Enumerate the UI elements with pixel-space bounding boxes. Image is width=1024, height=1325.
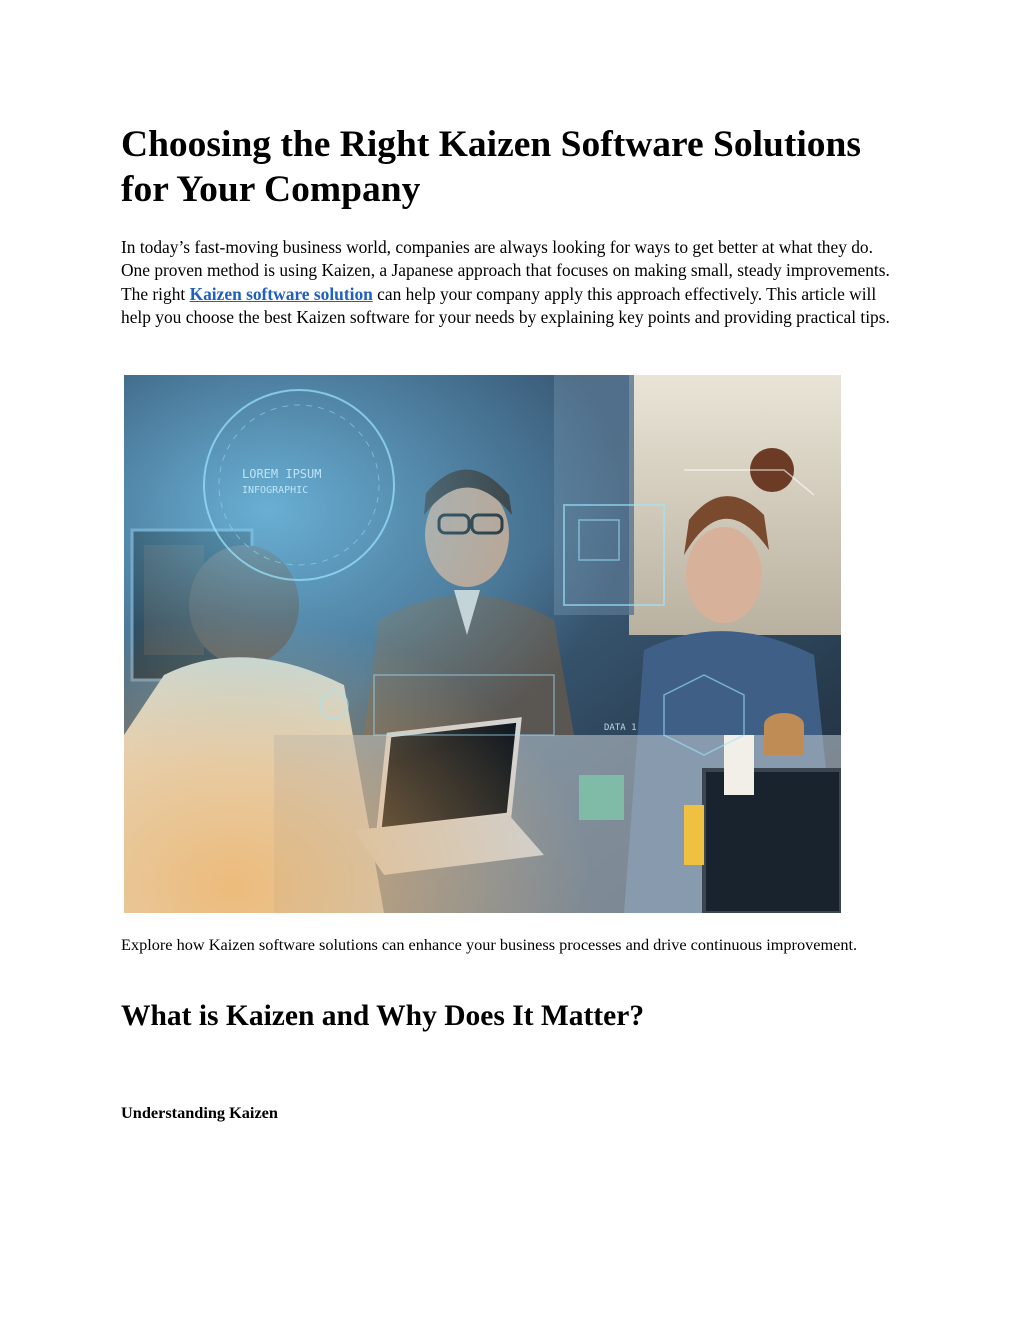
intro-paragraph [121,236,896,329]
section-heading: What is Kaizen and Why Does It Matter? [121,1000,645,1032]
image-caption: Explore how Kaizen software solutions can enhance your business processes and drive continuous improvement. [121,935,858,954]
overlay-text-3: DATA 1 [604,723,637,733]
kaizen-software-link[interactable]: Kaizen software solution [189,283,373,304]
intro-text-before-link: In today’s fast-moving business world, companies are always looking for ways to get better at what they do. One proven method is using Kaizen, a Japanese approach that focuses on making small, steady improvements. The right [121,237,890,304]
overlay-text-1: LOREM IPSUM [242,467,322,481]
subheading: Understanding Kaizen [121,1103,278,1122]
intro-text-after-link: can help your company apply this approach effectively. This article will help you choose the best Kaizen software for your needs by explaining key points and providing practical tips. [121,283,890,327]
hero-image [124,375,841,913]
article-title: Choosing the Right Kaizen Software Solutions for Your Company [121,124,862,210]
overlay-text-2: INFOGRAPHIC [242,485,309,496]
team-meeting-illustration [124,375,841,913]
